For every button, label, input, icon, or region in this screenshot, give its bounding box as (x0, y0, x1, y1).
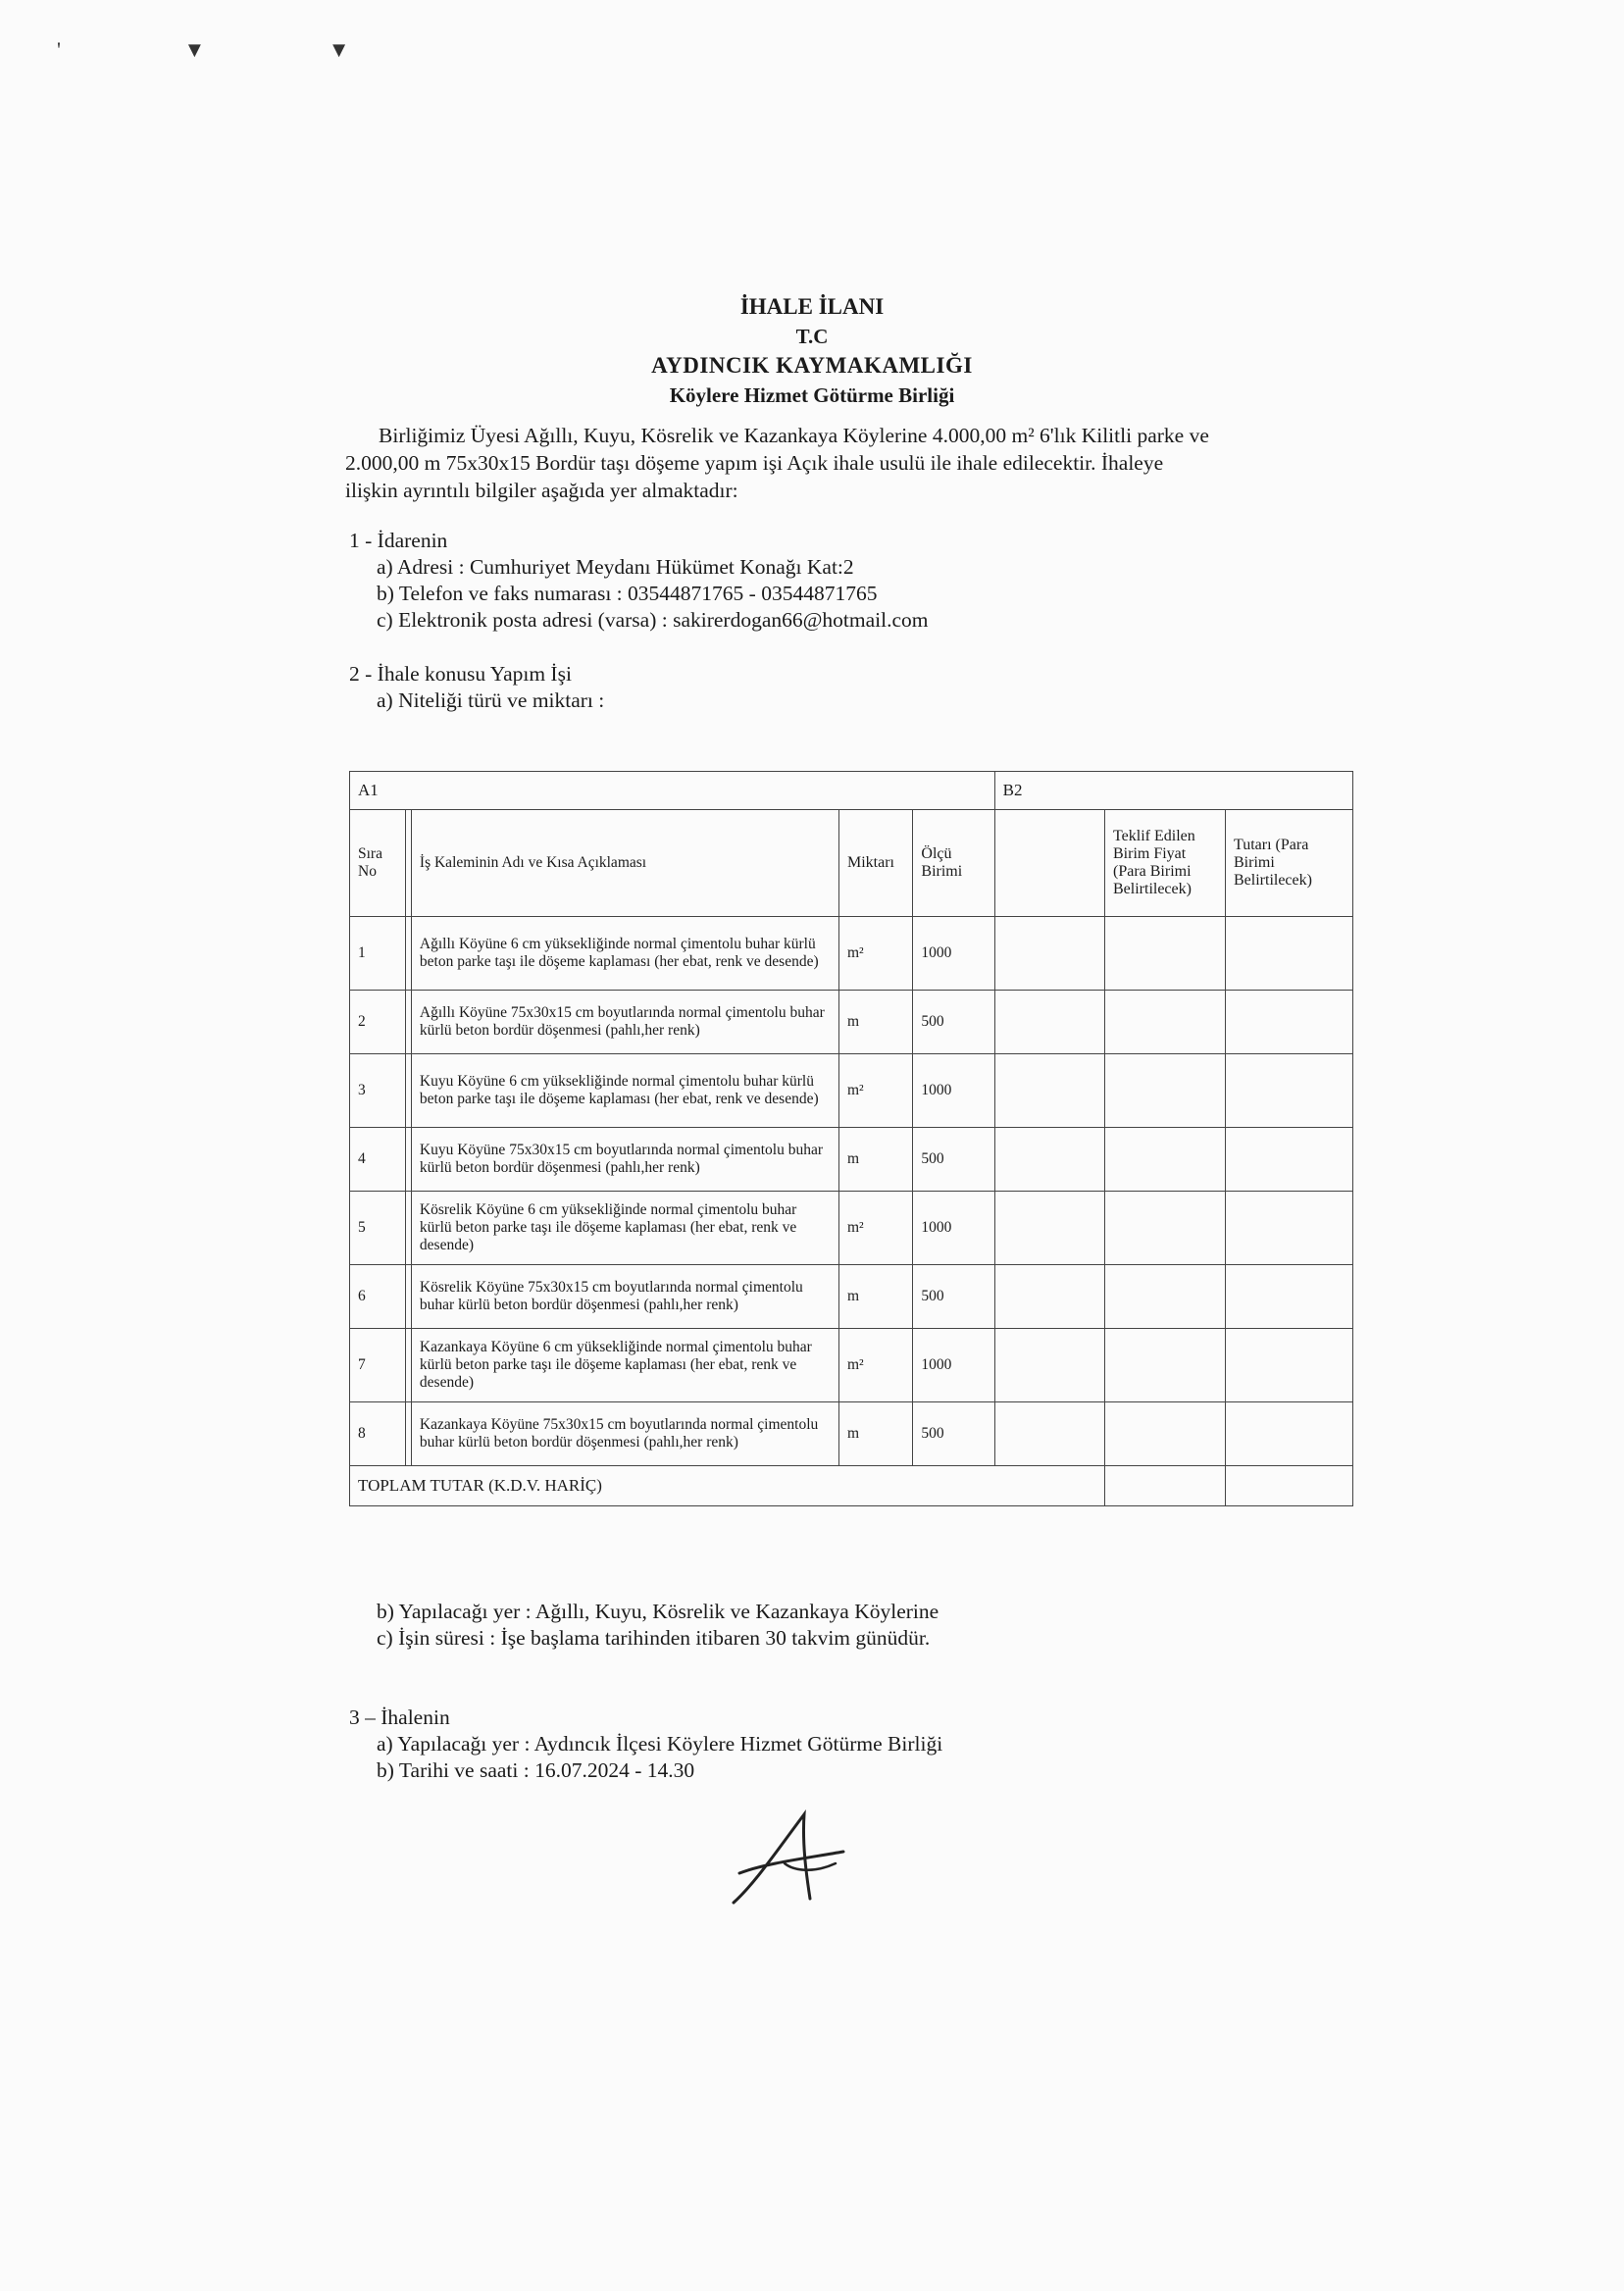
row-desc: Kösrelik Köyüne 75x30x15 cm boyutlarında normal çimentolu buhar kürlü beton bordür döşenmesi (pahlı,her renk) (411, 1265, 838, 1329)
row-desc: Kazankaya Köyüne 6 cm yüksekliğinde normal çimentolu buhar kürlü beton parke taşı ile döşeme kaplaması (her ebat, renk ve desende) (411, 1329, 838, 1402)
row-extra (994, 1128, 1104, 1192)
table-header-row (350, 810, 1353, 917)
notice-header (0, 292, 1624, 410)
row-amount: 500 (913, 991, 994, 1054)
total-value-cell (1226, 1466, 1353, 1506)
table-row (350, 1128, 1353, 1192)
tender-place-label: a) Yapılacağı yer : (377, 1732, 531, 1756)
row-amount: 500 (913, 1265, 994, 1329)
row-price (1105, 1054, 1226, 1128)
row-amount: 500 (913, 1128, 994, 1192)
table-row (350, 1265, 1353, 1329)
row-extra (994, 1329, 1104, 1402)
intro-line-1: Birliğimiz Üyesi Ağıllı, Kuyu, Kösrelik ve Kazankaya Köylerine 4.000,00 m² 6'lık Kilitli parke ve (379, 424, 1209, 447)
intro-paragraph (345, 422, 1287, 504)
phone-label: b) Telefon ve faks numarası : (377, 582, 623, 605)
tender-date-value: 16.07.2024 - 14.30 (534, 1758, 695, 1782)
row-total (1226, 1054, 1353, 1128)
row-price (1105, 917, 1226, 991)
row-no: 3 (350, 1054, 406, 1128)
row-price (1105, 1402, 1226, 1466)
header-qty: Miktarı (839, 810, 913, 917)
intro-line-2: 2.000,00 m 75x30x15 Bordür taşı döşeme yapım işi Açık ihale usulü ile ihale edilecektir. İhaleye (345, 451, 1164, 475)
row-price (1105, 1192, 1226, 1265)
tender-date-line (349, 1757, 942, 1784)
work-place: b) Yapılacağı yer : Ağıllı, Kuyu, Kösrelik ve Kazankaya Köylerine (377, 1600, 939, 1623)
table-row (350, 917, 1353, 991)
header-price: Teklif Edilen Birim Fiyat (Para Birimi Belirtilecek) (1105, 810, 1226, 917)
address-line (349, 554, 929, 581)
header-union: Köylere Hizmet Götürme Birliği (669, 383, 955, 407)
row-unit: m² (839, 1329, 913, 1402)
table-top-row (350, 772, 1353, 810)
table-body (350, 917, 1353, 1466)
tender-place-line (349, 1731, 942, 1757)
row-extra (994, 917, 1104, 991)
row-desc: Ağıllı Köyüne 75x30x15 cm boyutlarında normal çimentolu buhar kürlü beton bordür döşenmesi (pahlı,her renk) (411, 991, 838, 1054)
row-desc: Kösrelik Köyüne 6 cm yüksekliğinde normal çimentolu buhar kürlü beton parke taşı ile döşeme kaplaması (her ebat, renk ve desende) (411, 1192, 838, 1265)
cell-a1: A1 (350, 772, 995, 810)
row-no: 5 (350, 1192, 406, 1265)
row-price (1105, 1329, 1226, 1402)
row-extra (994, 1265, 1104, 1329)
header-unit: Ölçü Birimi (913, 810, 994, 917)
notice-title: İHALE İLANI (739, 294, 885, 319)
total-price-cell (1105, 1466, 1226, 1506)
table-row (350, 1192, 1353, 1265)
row-no: 7 (350, 1329, 406, 1402)
table-row (350, 1402, 1353, 1466)
row-no: 2 (350, 991, 406, 1054)
total-label: TOPLAM TUTAR (K.D.V. HARİÇ) (350, 1466, 1105, 1506)
row-desc: Ağıllı Köyüne 6 cm yüksekliğinde normal çimentolu buhar kürlü beton parke taşı ile döşeme kaplaması (her ebat, renk ve desende) (411, 917, 838, 991)
email-value: sakirerdogan66@hotmail.com (673, 608, 929, 632)
row-desc: Kuyu Köyüne 6 cm yüksekliğinde normal çimentolu buhar kürlü beton parke taşı ile döşeme kaplaması (her ebat, renk ve desende) (411, 1054, 838, 1128)
tender-date-label: b) Tarihi ve saati : (377, 1758, 530, 1782)
row-desc: Kuyu Köyüne 75x30x15 cm boyutlarında normal çimentolu buhar kürlü beton bordür döşenmesi (pahlı,her renk) (411, 1128, 838, 1192)
row-amount: 1000 (913, 1192, 994, 1265)
row-unit: m (839, 1265, 913, 1329)
row-extra (994, 1192, 1104, 1265)
table-row (350, 991, 1353, 1054)
phone-line (349, 581, 929, 607)
intro-line-3: ilişkin ayrıntılı bilgiler aşağıda yer almaktadır: (345, 479, 738, 502)
header-desc: İş Kaleminin Adı ve Kısa Açıklaması (411, 810, 838, 917)
header-no: Sıra No (350, 810, 406, 917)
row-no: 4 (350, 1128, 406, 1192)
row-desc: Kazankaya Köyüne 75x30x15 cm boyutlarında normal çimentolu buhar kürlü beton bordür döşenmesi (pahlı,her renk) (411, 1402, 838, 1466)
section-2-sub-a: a) Niteliği türü ve miktarı : (377, 688, 605, 712)
address-value: Cumhuriyet Meydanı Hükümet Konağı Kat:2 (469, 555, 854, 579)
tender-place-value: Aydıncık İlçesi Köylere Hizmet Götürme Birliği (533, 1732, 943, 1756)
row-no: 6 (350, 1265, 406, 1329)
row-unit: m (839, 1402, 913, 1466)
section-tender (349, 1705, 942, 1784)
section-subject-details (377, 1599, 939, 1652)
row-amount: 1000 (913, 917, 994, 991)
row-total (1226, 917, 1353, 991)
section-2-heading: 2 - İhale konusu Yapım İşi (349, 662, 572, 686)
row-extra (994, 991, 1104, 1054)
email-label: c) Elektronik posta adresi (varsa) : (377, 608, 668, 632)
table-total-row (350, 1466, 1353, 1506)
header-extra (994, 810, 1104, 917)
row-price (1105, 1265, 1226, 1329)
section-administration (349, 528, 929, 634)
work-items-table (349, 771, 1353, 1506)
table-row (350, 1329, 1353, 1402)
header-tc: T.C (795, 325, 829, 348)
row-unit: m (839, 1128, 913, 1192)
scan-marks: ' ▼ ▼ (57, 37, 409, 62)
address-label: a) Adresi : (377, 555, 465, 579)
row-total (1226, 1128, 1353, 1192)
row-amount: 500 (913, 1402, 994, 1466)
table-row (350, 1054, 1353, 1128)
row-unit: m (839, 991, 913, 1054)
work-duration: c) İşin süresi : İşe başlama tarihinden itibaren 30 takvim günüdür. (377, 1626, 931, 1650)
row-unit: m² (839, 917, 913, 991)
row-extra (994, 1402, 1104, 1466)
section-1-heading: 1 - İdarenin (349, 529, 448, 552)
header-total: Tutarı (Para Birimi Belirtilecek) (1226, 810, 1353, 917)
cell-b2: B2 (994, 772, 1352, 810)
row-amount: 1000 (913, 1054, 994, 1128)
section-3-heading: 3 – İhalenin (349, 1706, 450, 1729)
row-price (1105, 991, 1226, 1054)
email-line (349, 607, 929, 634)
phone-value: 03544871765 - 03544871765 (628, 582, 878, 605)
row-amount: 1000 (913, 1329, 994, 1402)
row-no: 8 (350, 1402, 406, 1466)
row-no: 1 (350, 917, 406, 991)
row-price (1105, 1128, 1226, 1192)
row-unit: m² (839, 1192, 913, 1265)
section-subject (349, 661, 604, 714)
header-institution: AYDINCIK KAYMAKAMLIĞI (651, 353, 973, 378)
row-extra (994, 1054, 1104, 1128)
row-total (1226, 991, 1353, 1054)
row-total (1226, 1265, 1353, 1329)
row-unit: m² (839, 1054, 913, 1128)
row-total (1226, 1329, 1353, 1402)
row-total (1226, 1192, 1353, 1265)
signature-icon (726, 1805, 863, 1912)
row-total (1226, 1402, 1353, 1466)
